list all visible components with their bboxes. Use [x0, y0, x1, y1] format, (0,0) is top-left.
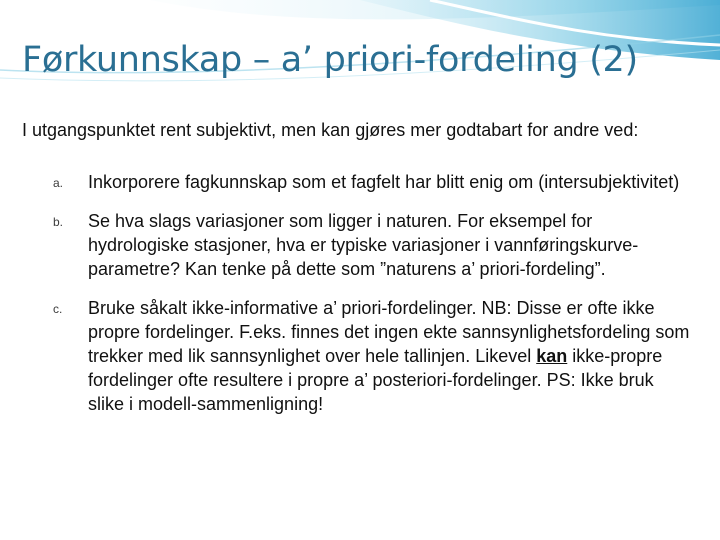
- slide-title: Førkunnskap – a’ priori-fordeling (2): [22, 40, 638, 80]
- list-item-text: Inkorporere fagkunnskap som et fagfelt har blitt enig om (intersubjektivitet): [88, 172, 680, 192]
- list-item-text-after: ikke-propre fordelinger ofte resultere i propre a’ posteriori-fordelinger. PS: Ikke bruk slike i modell-sammenligning!: [88, 346, 663, 414]
- list-item: [53, 296, 693, 416]
- list-item-text: Se hva slags variasjoner som ligger i naturen. For eksempel for hydrologiske stasjoner, hva er typiske variasjoner i vannføringskurve-parametre? Kan tenke på dette som ”naturens a’ priori-fordeling”.: [88, 211, 639, 279]
- list-marker: b.: [53, 215, 64, 229]
- list-item: [53, 170, 693, 194]
- bullet-list: [53, 170, 693, 416]
- intro-text: I utgangspunktet rent subjektivt, men kan gjøres mer godtabart for andre ved:: [22, 120, 639, 140]
- list-marker: c.: [53, 302, 63, 316]
- list-item-text-before: Bruke såkalt ikke-informative a’ priori-fordelinger. NB: Disse er ofte ikke propre fordelinger. F.eks. finnes det ingen ekte sannsynlighetsfordeling som trekker med lik sannsynlighet over hele tallinjen. Likevel: [88, 298, 690, 366]
- list-marker: a.: [53, 176, 64, 190]
- emphasized-word: kan: [536, 346, 568, 366]
- list-item: [53, 209, 693, 281]
